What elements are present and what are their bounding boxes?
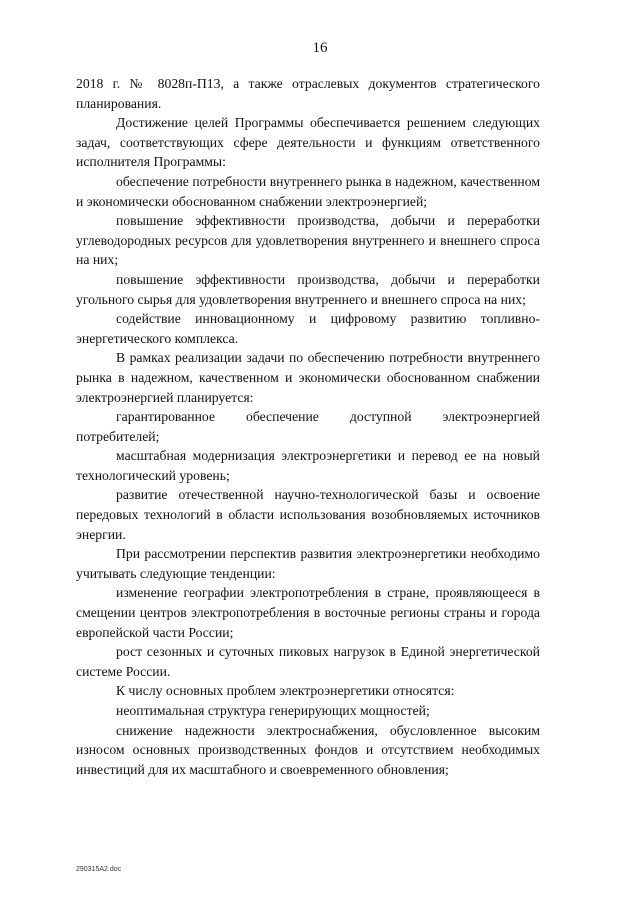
paragraph: изменение географии электропотребления в стране, проявляющееся в смещении центров электропотребления в восточные регионы страны и города европейской части России; <box>76 585 540 640</box>
paragraph: повышение эффективности производства, добычи и переработки угольного сырья для удовлетворения внутреннего и внешнего спроса на них; <box>76 271 540 307</box>
paragraph: рост сезонных и суточных пиковых нагрузок в Единой энергетической системе России. <box>76 644 540 679</box>
paragraph: повышение эффективности производства, добычи и переработки углеводородных ресурсов для удовлетворения внутреннего и внешнего спроса на них; <box>76 213 540 268</box>
paragraph: При рассмотрении перспектив развития электроэнергетики необходимо учитывать следующие тенденции: <box>76 546 540 581</box>
paragraph: снижение надежности электроснабжения, обусловленное высоким износом основных производственных фондов и отсутствием необходимых инвестиций для их масштабного и своевременного обновления; <box>76 722 540 777</box>
paragraph: гарантированное обеспечение доступной электроэнергией потребителей; <box>76 409 540 444</box>
page-number: 16 <box>312 40 328 56</box>
paragraph: обеспечение потребности внутреннего рынка в надежном, качественном и экономически обоснованном снабжении электроэнергией; <box>76 173 540 209</box>
paragraph: 2018 г. № 8028п-П13, а также отраслевых документов стратегического планирования. <box>76 76 540 111</box>
paragraph: Достижение целей Программы обеспечивается решением следующих задач, соответствующих сфере деятельности и функциям ответственного исполнителя Программы: <box>76 115 540 170</box>
paragraph: неоптимальная структура генерирующих мощностей; <box>116 703 430 718</box>
paragraph: В рамках реализации задачи по обеспечению потребности внутреннего рынка в надежном, качественном и экономически обоснованном снабжении электроэнергией планируется: <box>76 350 540 405</box>
body-text <box>76 74 540 779</box>
paragraph: содействие инновационному и цифровому развитию топливно-энергетического комплекса. <box>76 311 540 346</box>
paragraph: К числу основных проблем электроэнергетики относятся: <box>116 683 455 699</box>
paragraph: развитие отечественной научно-технологической базы и освоение передовых технологий в области использования возобновляемых источников энергии. <box>76 487 540 542</box>
paragraph: масштабная модернизация электроэнергетики и перевод ее на новый технологический уровень; <box>76 448 540 483</box>
document-file-code: 290315A2.doc <box>76 866 122 873</box>
